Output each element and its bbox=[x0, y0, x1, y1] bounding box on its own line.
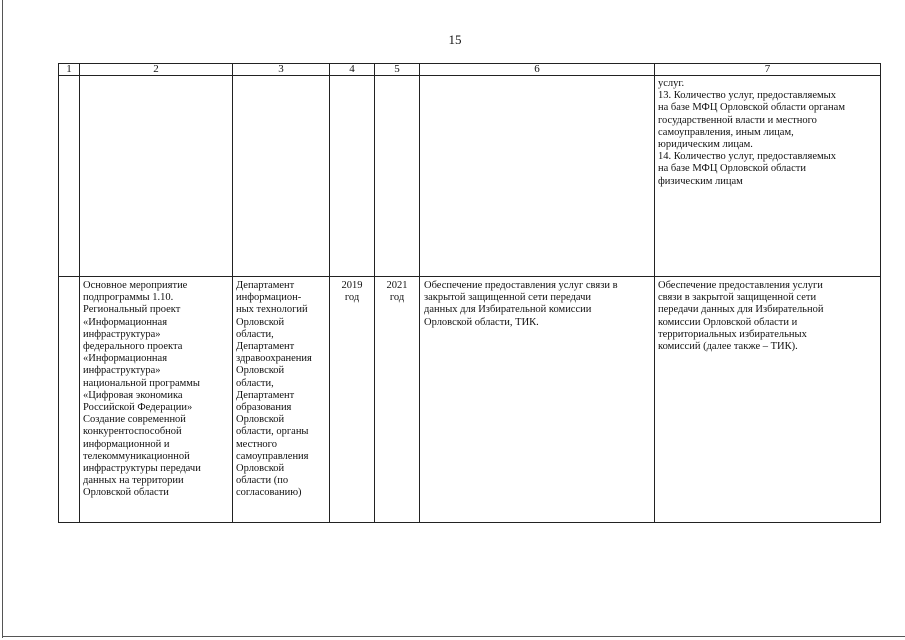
text-line: местного bbox=[236, 438, 277, 450]
text-line: физическим лицам bbox=[658, 175, 743, 187]
text-line: Орловской bbox=[236, 365, 285, 377]
text-line: самоуправления, иным лицам, bbox=[658, 126, 794, 138]
table-row bbox=[59, 76, 881, 277]
text-line: «Информационная bbox=[83, 353, 168, 365]
text-line: Орловской bbox=[236, 414, 285, 426]
cell-empty bbox=[233, 76, 330, 277]
text-line: Российской Федерации» bbox=[83, 402, 193, 414]
text-line: области (по bbox=[236, 475, 289, 487]
text-line: Департамент bbox=[236, 280, 295, 291]
text-line: 14. Количество услуг, предоставляемых bbox=[658, 151, 836, 163]
text-line: Основное мероприятие bbox=[83, 280, 188, 291]
text-line: Обеспечение предоставления услуги bbox=[658, 280, 823, 291]
text-line: Создание современной bbox=[83, 414, 186, 426]
text-line: 2021 bbox=[386, 280, 408, 291]
text-line: юридическим лицам. bbox=[658, 139, 753, 151]
responsible-cell bbox=[233, 277, 330, 523]
cell-empty bbox=[59, 277, 80, 523]
text-line: области, bbox=[236, 377, 274, 389]
text-line: передачи данных для Избирательной bbox=[658, 304, 824, 316]
text-line: образования bbox=[236, 402, 292, 414]
table-row bbox=[59, 277, 881, 523]
header-col-5: 5 bbox=[375, 64, 420, 76]
text-line: «Цифровая экономика bbox=[83, 389, 183, 401]
text-line: 2019 bbox=[341, 280, 363, 291]
page-left-edge bbox=[2, 0, 3, 638]
text-line: Департамент bbox=[236, 341, 295, 353]
text-line: 13. Количество услуг, предоставляемых bbox=[658, 90, 836, 102]
text-line: согласованию) bbox=[236, 487, 302, 499]
text-line: Орловской области, ТИК. bbox=[424, 316, 539, 328]
text-line: конкурентоспособной bbox=[83, 426, 182, 438]
text-line: федерального проекта bbox=[83, 341, 183, 353]
text-line: национальной программы bbox=[83, 377, 200, 389]
expected-result-cell bbox=[420, 277, 655, 523]
text-line: Региональный проект bbox=[83, 304, 181, 316]
cell-empty bbox=[420, 76, 655, 277]
text-line: Орловской области bbox=[83, 487, 169, 499]
text-line: Орловской bbox=[236, 316, 285, 328]
text-line: данных на территории bbox=[83, 475, 184, 487]
text-line: информацион- bbox=[236, 292, 302, 304]
header-col-4: 4 bbox=[330, 64, 375, 76]
text-line: государственной власти и местного bbox=[658, 114, 817, 126]
indicators-cell bbox=[655, 76, 881, 277]
cell-empty bbox=[59, 76, 80, 277]
header-row bbox=[59, 64, 881, 76]
header-col-3: 3 bbox=[233, 64, 330, 76]
text-line: на базе МФЦ Орловской области органам bbox=[658, 102, 845, 114]
text-line: информационной и bbox=[83, 438, 170, 450]
text-line: области, органы bbox=[236, 426, 309, 438]
text-line: области, bbox=[236, 328, 274, 340]
text-line: инфраструктура» bbox=[83, 328, 161, 340]
page-bottom-edge bbox=[2, 636, 905, 637]
text-line: ных технологий bbox=[236, 304, 308, 316]
text-line: услуг. bbox=[658, 78, 685, 89]
text-line: инфраструктура» bbox=[83, 365, 161, 377]
text-line: инфраструктуры передачи bbox=[83, 463, 201, 475]
text-line: закрытой защищенной сети передачи bbox=[424, 292, 591, 304]
text-line: связи в закрытой защищенной сети bbox=[658, 292, 817, 304]
header-col-7: 7 bbox=[655, 64, 881, 76]
header-col-2: 2 bbox=[80, 64, 233, 76]
program-table bbox=[58, 63, 881, 523]
text-line: Департамент bbox=[236, 389, 295, 401]
text-line: телекоммуникационной bbox=[83, 450, 190, 462]
cell-empty bbox=[375, 76, 420, 277]
page-number: 15 bbox=[448, 32, 462, 47]
text-line: подпрограммы 1.10. bbox=[83, 292, 174, 304]
text-line: на базе МФЦ Орловской области bbox=[658, 163, 806, 175]
text-line: год bbox=[344, 292, 360, 304]
text-line: год bbox=[389, 292, 405, 304]
text-line: здравоохранения bbox=[236, 353, 312, 365]
activity-name-cell bbox=[80, 277, 233, 523]
text-line: Орловской bbox=[236, 463, 285, 475]
cell-empty bbox=[80, 76, 233, 277]
indicators-cell bbox=[655, 277, 881, 523]
start-year-cell bbox=[330, 277, 375, 523]
header-col-1: 1 bbox=[59, 64, 80, 76]
text-line: Обеспечение предоставления услуг связи в bbox=[424, 280, 618, 291]
text-line: территориальных избирательных bbox=[658, 328, 807, 340]
text-line: комиссий (далее также – ТИК). bbox=[658, 341, 798, 353]
end-year-cell bbox=[375, 277, 420, 523]
text-line: «Информационная bbox=[83, 316, 168, 328]
text-line: самоуправления bbox=[236, 450, 309, 462]
text-line: комиссии Орловской области и bbox=[658, 316, 798, 328]
cell-empty bbox=[330, 76, 375, 277]
text-line: данных для Избирательной комиссии bbox=[424, 304, 592, 316]
header-col-6: 6 bbox=[420, 64, 655, 76]
